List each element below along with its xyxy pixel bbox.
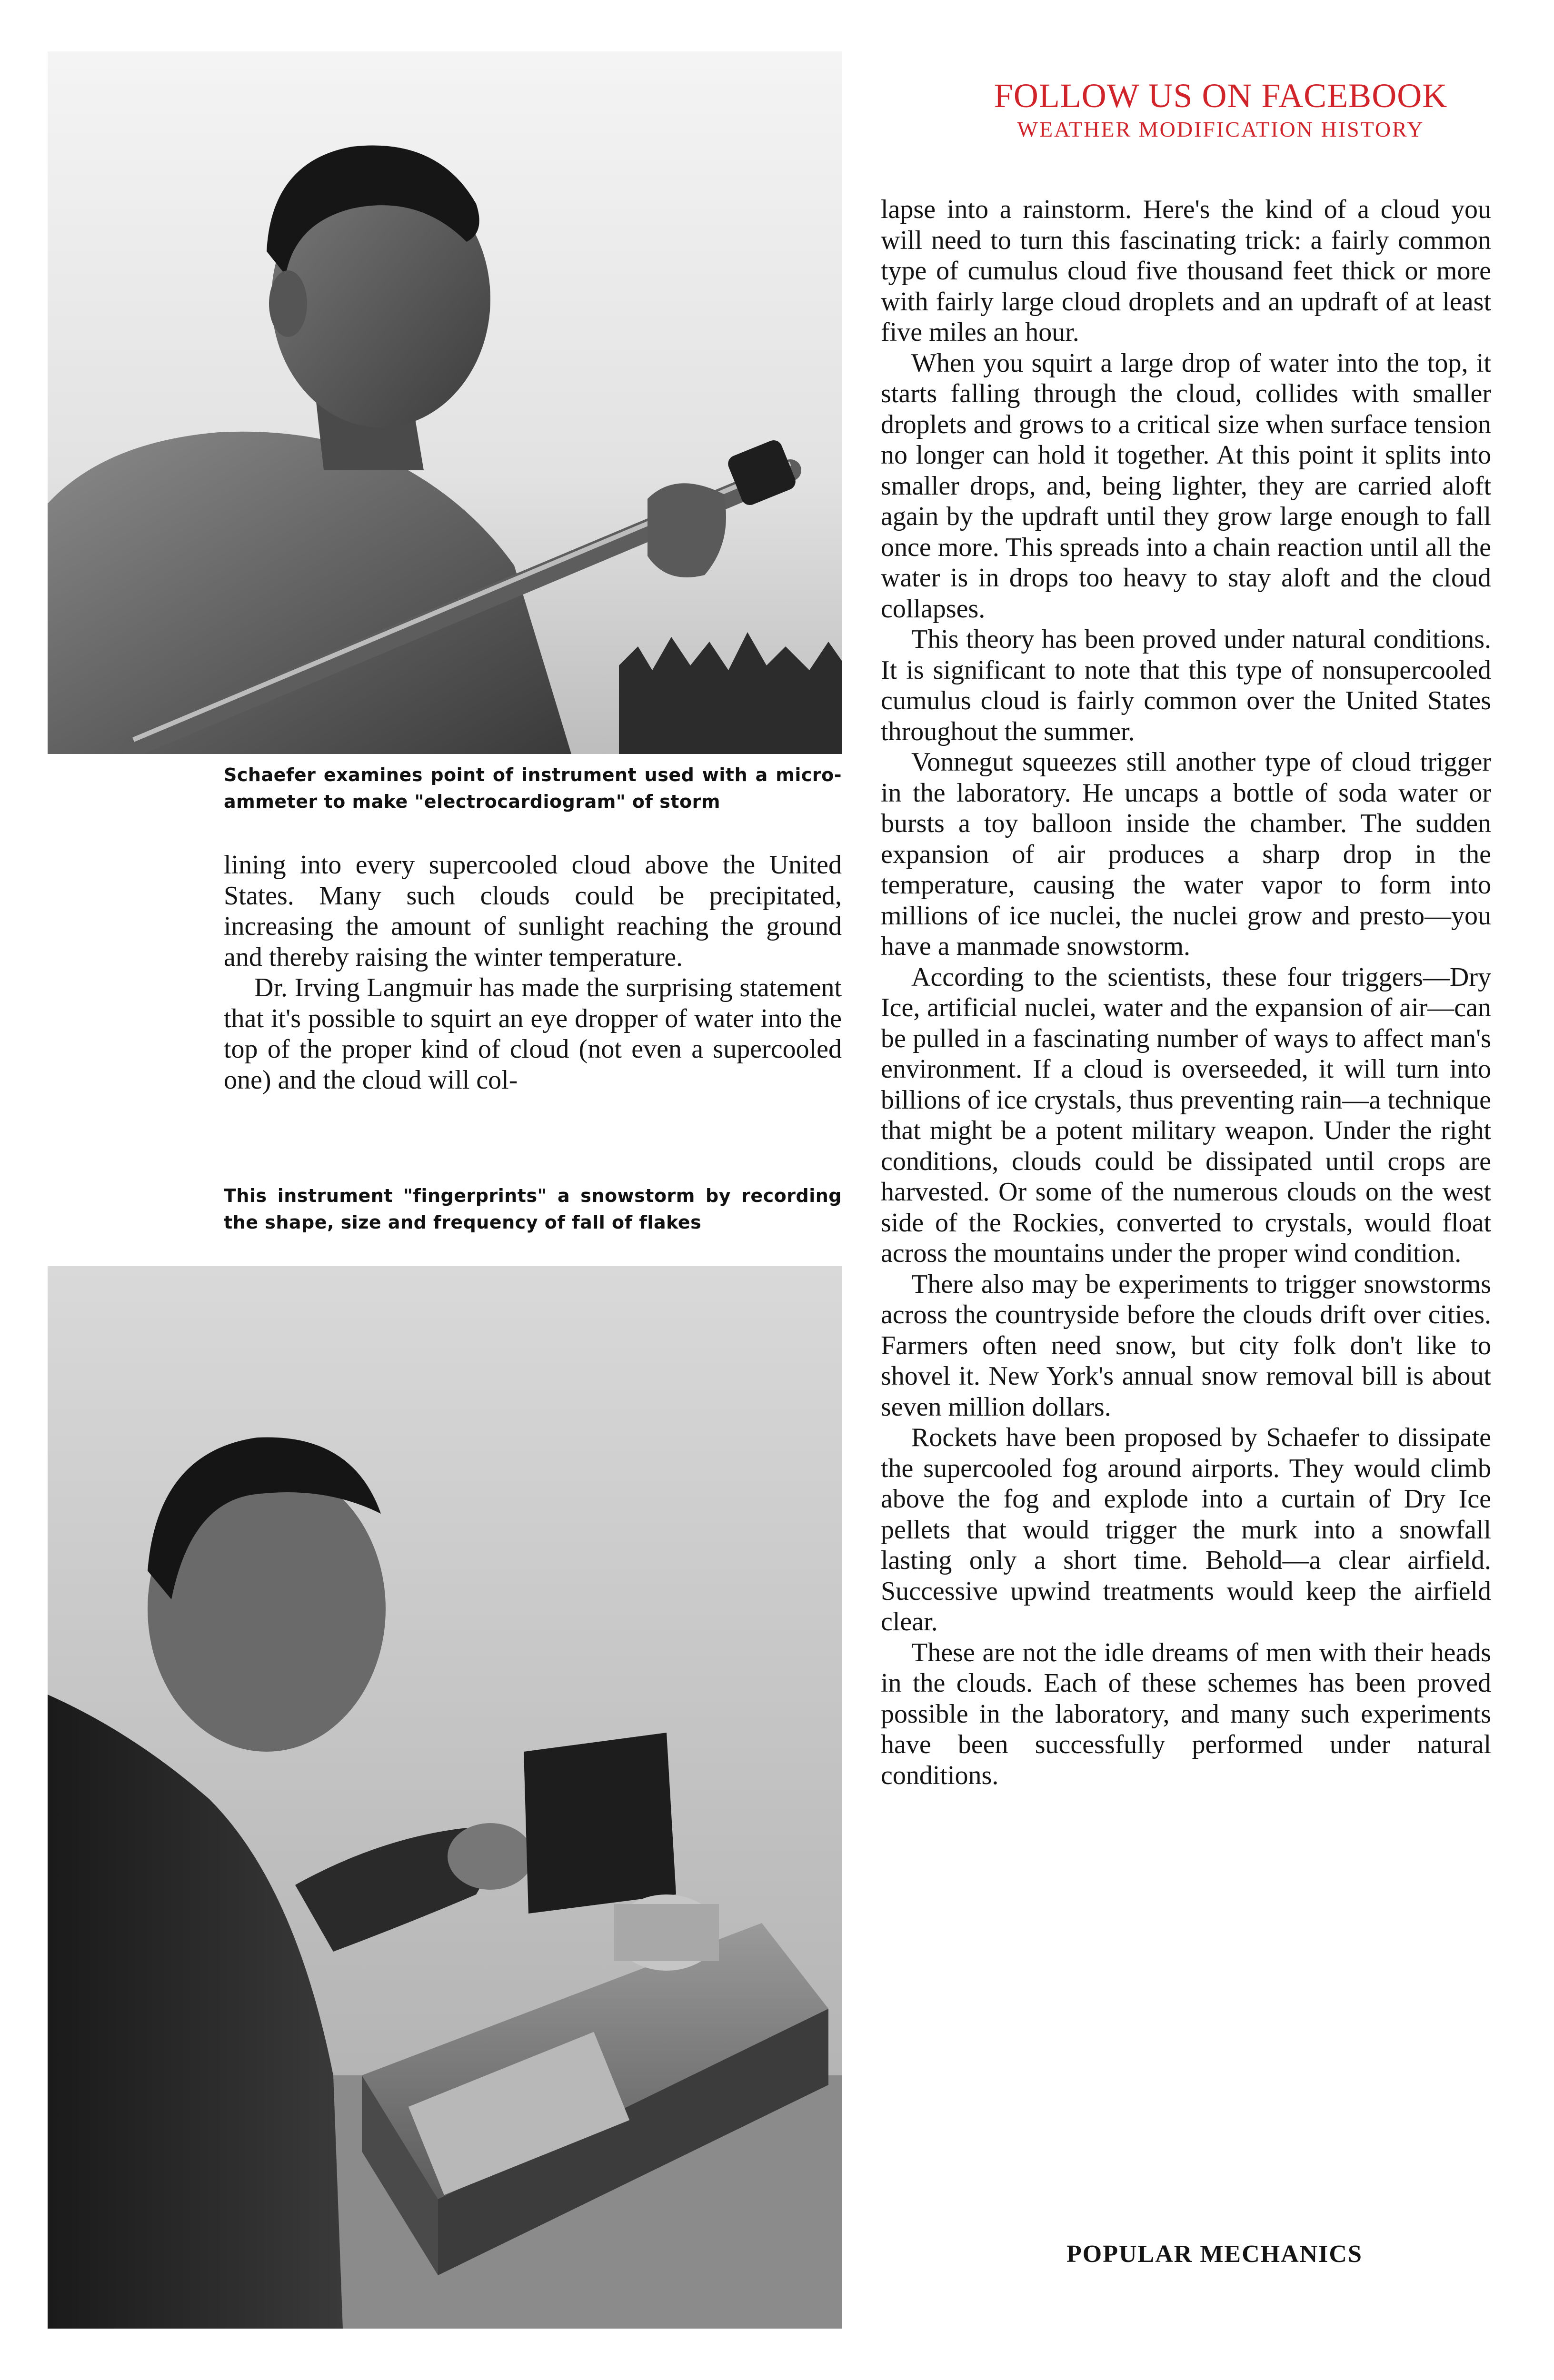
right-paragraph: According to the scientists, these four triggers—Dry Ice, artificial nuclei, water and the expansion of air—can be pulled in a fascinating number of ways to affect man's environment. If a cloud is overseeded, it will turn into billions of ice crystals, thus preventing rain—a technique that might be a potent military weapon. Under the right conditions, clouds could be dissipated until crops are harvested. Or some of the numerous clouds on the west side of the Rockies, converted to crystals, would float across the mountains under the proper wind condition. xyxy=(881,962,1491,1268)
photo-caption-bottom: This instrument "fingerprints" a snowstorm by recording the shape, size and frequency of fall of flakes xyxy=(224,1185,842,1233)
left-paragraph: Dr. Irving Langmuir has made the surprising statement that it's possible to squirt an eye dropper of water into the top of the proper kind of cloud (not even a supercooled one) and the cloud will col- xyxy=(224,973,842,1095)
watermark-line-2: WEATHER MODIFICATION HISTORY xyxy=(1017,117,1424,141)
right-paragraph: These are not the idle dreams of men with their heads in the clouds. Each of these schemes has been proved possible in the laboratory, and many such experiments have been successfully performed under natural conditions. xyxy=(881,1637,1491,1790)
right-paragraph: When you squirt a large drop of water into the top, it starts falling through the cloud, collides with smaller droplets and grows to a critical size when surface tension no longer can hold it together. At this point it splits into smaller drops, and, being lighter, they are carried aloft again by the updraft until they grow large enough to fall once more. This spreads into a chain reaction until all the water is in drops too heavy to stay aloft and the cloud collapses. xyxy=(881,348,1491,624)
photo-snowstorm-recorder xyxy=(48,1266,842,2329)
magazine-footer: POPULAR MECHANICS xyxy=(1066,2241,1363,2268)
left-paragraph: lining into every supercooled cloud above the United States. Many such clouds could be precipitated, increasing the amount of sunlight reaching the ground and thereby raising the winter temperature. xyxy=(224,850,842,972)
article-right-column xyxy=(881,194,1491,1791)
right-paragraph: lapse into a rainstorm. Here's the kind of a cloud you will need to turn this fascinating trick: a fairly common type of cumulus cloud five thousand feet thick or more with fairly large cloud droplets and an updraft of at least five miles an hour. xyxy=(881,195,1491,347)
photo-schaefer-instrument xyxy=(48,51,842,754)
watermark-line-1: FOLLOW US ON FACEBOOK xyxy=(994,77,1448,115)
right-paragraph: Vonnegut squeezes still another type of cloud trigger in the laboratory. He uncaps a bottle of soda water or bursts a toy balloon inside the chamber. The sudden expansion of air produces a sharp drop in the temperature, causing the water vapor to form into millions of ice nuclei, the nuclei grow and presto—you have a manmade snowstorm. xyxy=(881,747,1491,961)
article-left-column xyxy=(224,850,842,1095)
right-paragraph: There also may be experiments to trigger snowstorms across the countryside before the clouds drift over cities. Farmers often need snow, but city folk don't like to shovel it. New York's annual snow removal bill is about seven million dollars. xyxy=(881,1269,1491,1422)
photo-caption-top: Schaefer examines point of instrument used with a micro-ammeter to make "electrocardiogram" of storm xyxy=(224,764,842,812)
right-paragraph: Rockets have been proposed by Schaefer to dissipate the supercooled fog around airports. They would climb above the fog and explode into a curtain of Dry Ice pellets that would trigger the murk into a snowfall lasting only a short time. Behold—a clear airfield. Successive upwind treatments would keep the airfield clear. xyxy=(881,1423,1491,1636)
right-paragraph: This theory has been proved under natural conditions. It is significant to note that this type of nonsupercooled cumulus cloud is fairly common over the United States throughout the summer. xyxy=(881,625,1491,746)
